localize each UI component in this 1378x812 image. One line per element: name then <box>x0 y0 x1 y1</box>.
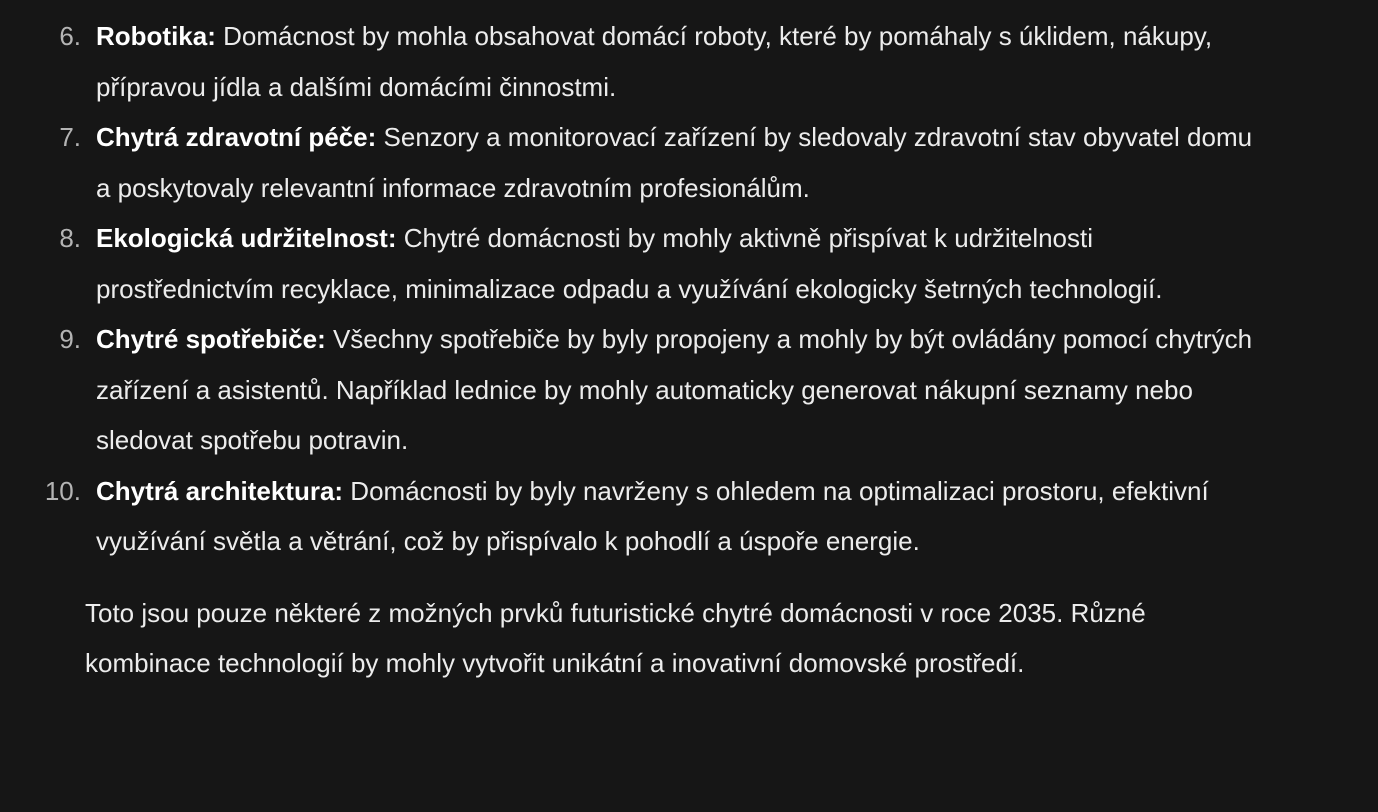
list-item <box>0 11 1378 112</box>
list-item-text: Domácnost by mohla obsahovat domácí roboty, které by pomáhaly s úklidem, nákupy, přípravou jídla a dalšími domácími činnostmi. <box>96 21 1213 102</box>
list-item-text: Chytré domácnosti by mohly aktivně přispívat k udržitelnosti prostřednictvím recyklace, minimalizace odpadu a využívání ekologicky šetrných technologií. <box>96 223 1163 304</box>
list-item-title: Robotika: <box>96 21 216 51</box>
list-item-number: 8. <box>59 223 81 253</box>
list-item <box>0 466 1378 567</box>
numbered-list <box>0 11 1378 567</box>
list-item <box>0 213 1378 314</box>
list-item-text: Všechny spotřebiče by byly propojeny a mohly by být ovládány pomocí chytrých zařízení a asistentů. Například lednice by mohly automaticky generovat nákupní seznamy nebo sledovat spotřebu potravin. <box>96 324 1253 455</box>
list-item <box>0 112 1378 213</box>
list-item-title: Chytrá zdravotní péče: <box>96 122 377 152</box>
list-item-number: 9. <box>59 324 81 354</box>
list-item-number: 6. <box>59 21 81 51</box>
assistant-message <box>0 11 1378 689</box>
conclusion-paragraph: Toto jsou pouze některé z možných prvků futuristické chytré domácnosti v roce 2035. Různé kombinace technologií by mohly vytvořit unikátní a inovativní domovské prostředí. <box>85 597 1146 678</box>
list-item-text: Senzory a monitorovací zařízení by sledovaly zdravotní stav obyvatel domu a poskytovaly relevantní informace zdravotním profesionálům. <box>96 122 1253 203</box>
list-item-title: Chytré spotřebiče: <box>96 324 326 354</box>
list-item-title: Chytrá architektura: <box>96 475 344 506</box>
list-item-title: Ekologická udržitelnost: <box>96 223 397 253</box>
list-item <box>0 314 1378 466</box>
list-item-number: 10. <box>44 475 81 506</box>
list-item-text: Domácnosti by byly navrženy s ohledem na optimalizaci prostoru, efektivní využívání světla a větrání, což by přispívalo k pohodlí a úspoře energie. <box>96 475 1209 556</box>
list-item-number: 7. <box>59 122 81 152</box>
